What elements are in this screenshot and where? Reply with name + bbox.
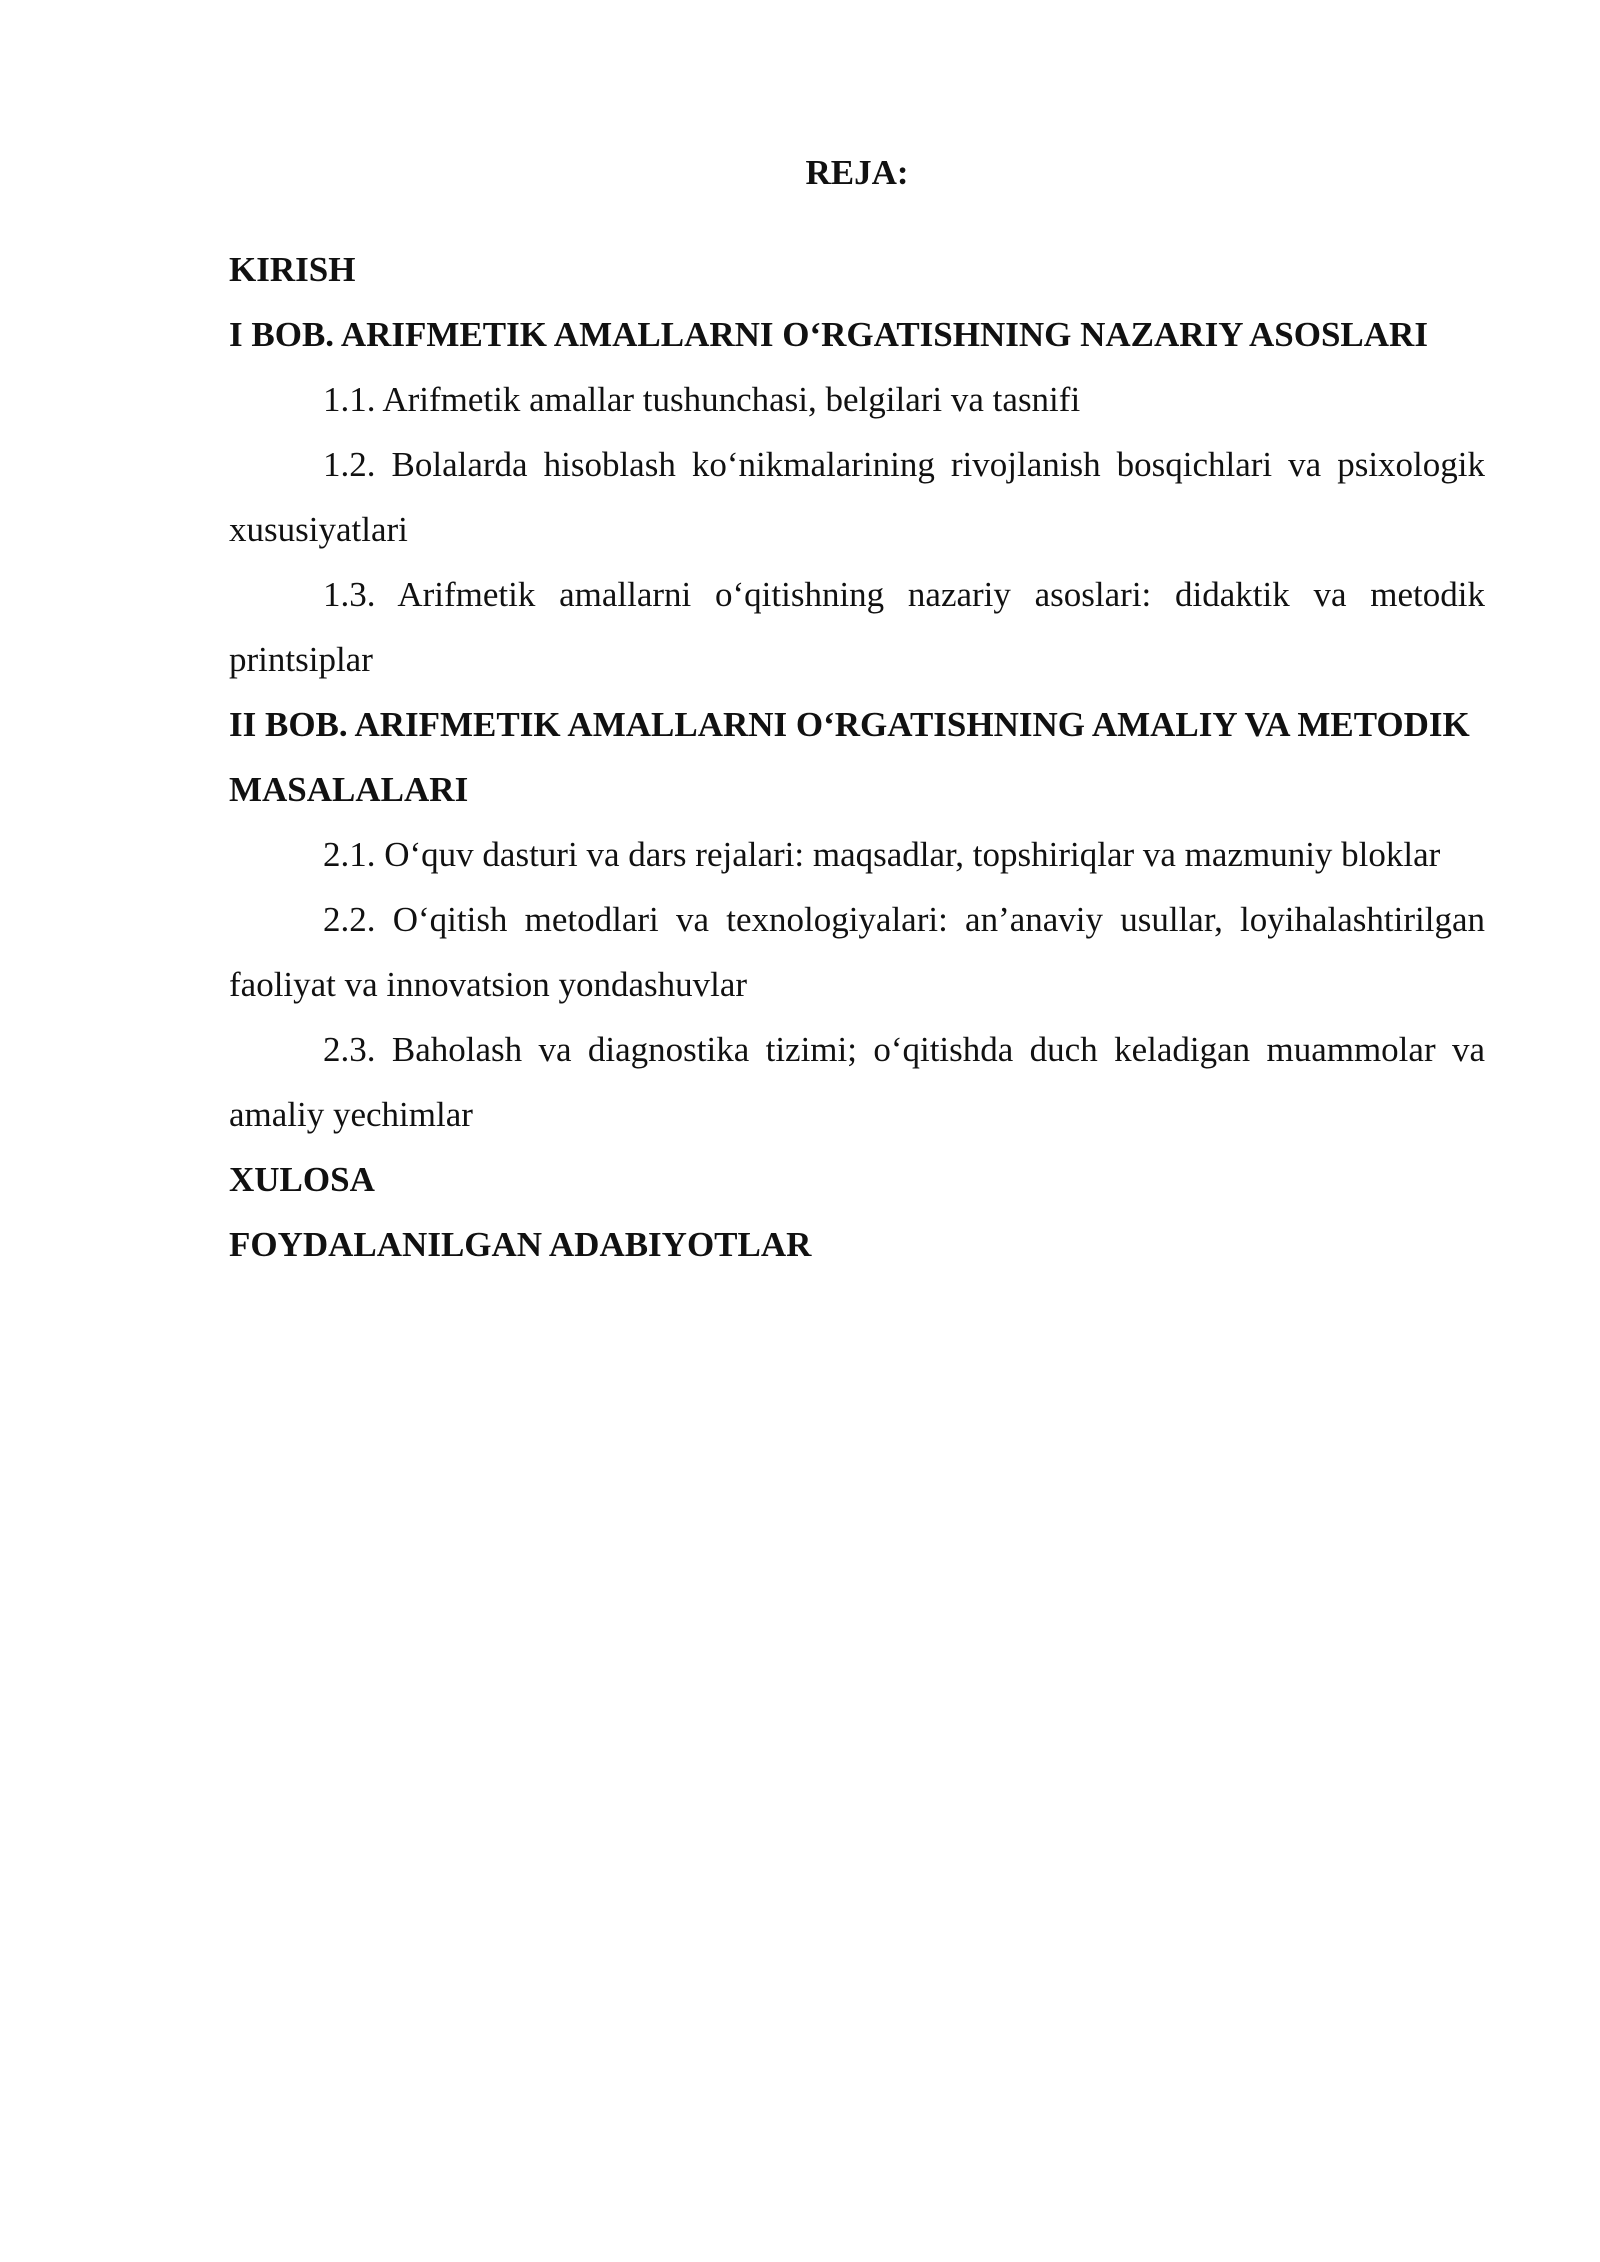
- toc-entry-2-2: 2.2. O‘qitish metodlari va texnologiyalari: an’anaviy usullar, loyihalashtirilgan faoliyat va innovatsion yondashuvlar: [229, 900, 1485, 1004]
- toc-entry-1-2: 1.2. Bolalarda hisoblash ko‘nikmalarining rivojlanish bosqichlari va psixologik xususiyatlari: [229, 445, 1485, 549]
- toc-entry-2-3: 2.3. Baholash va diagnostika tizimi; o‘qitishda duch keladigan muammolar va amaliy yechimlar: [229, 1030, 1485, 1134]
- plan-title: REJA:: [805, 153, 909, 192]
- toc-entry-conclusion: XULOSA: [229, 1160, 375, 1199]
- toc-entry-references: FOYDALANILGAN ADABIYOTLAR: [229, 1225, 812, 1264]
- toc-entry-chapter-2: II BOB. ARIFMETIK AMALLARNI O‘RGATISHNING AMALIY VA METODIK MASALALARI: [229, 705, 1470, 809]
- document-page: [229, 140, 1485, 1277]
- toc-entry-intro: KIRISH: [229, 250, 356, 289]
- toc-entry-chapter-1: I BOB. ARIFMETIK AMALLARNI O‘RGATISHNING NAZARIY ASOSLARI: [229, 315, 1428, 354]
- toc-entry-1-1: 1.1. Arifmetik amallar tushunchasi, belgilari va tasnifi: [323, 380, 1081, 419]
- toc-entry-1-3: 1.3. Arifmetik amallarni o‘qitishning nazariy asoslari: didaktik va metodik printsiplar: [229, 575, 1485, 679]
- toc-entry-2-1: 2.1. O‘quv dasturi va dars rejalari: maqsadlar, topshiriqlar va mazmuniy bloklar: [323, 835, 1441, 874]
